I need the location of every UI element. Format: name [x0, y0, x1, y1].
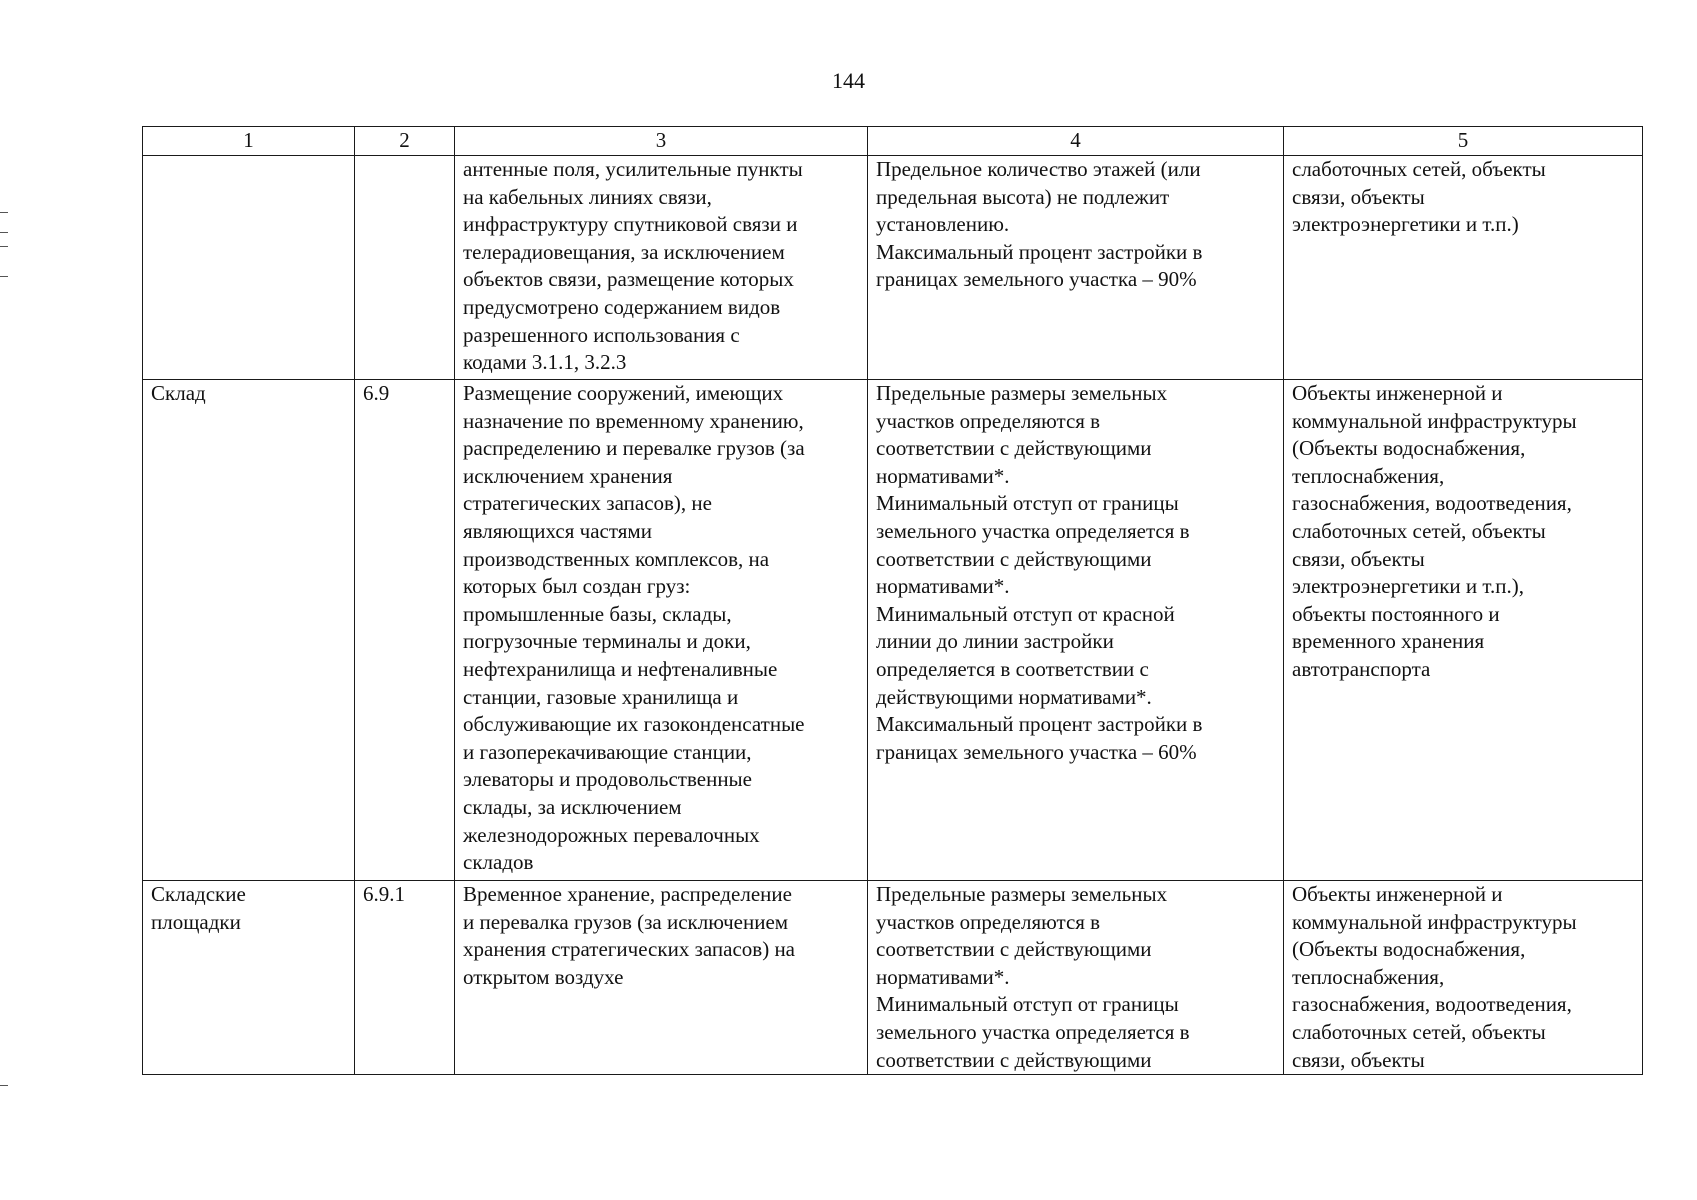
column-header-4: 4 [868, 127, 1284, 156]
auxiliary-objects: слаботочных сетей, объекты связи, объекты электроэнергетики и т.п.) [1292, 157, 1546, 237]
binding-margin-mark [0, 1085, 8, 1086]
building-parameters: Предельное количество этажей (или предельная высота) не подлежит установлению. Максимальный процент застройки в границах земельного участка – 90% [876, 157, 1203, 292]
column-header-5: 5 [1284, 127, 1643, 156]
use-type-name-cell [143, 881, 355, 1075]
binding-margin-mark [0, 276, 8, 277]
building-parameters: Предельные размеры земельных участков определяются в соответствии с действующими нормативами*. Минимальный отступ от границы земельного участка определяется в соответствии с действующими [876, 882, 1190, 1072]
table-row [143, 881, 1643, 1075]
building-parameters-cell [868, 380, 1284, 881]
auxiliary-objects: Объекты инженерной и коммунальной инфраструктуры (Объекты водоснабжения, теплоснабжения, газоснабжения, водоотведения, слаботочных сетей, объекты связи, объекты электроэнергетики и т.п.), объекты постоянного и временного хранения автотранспорта [1292, 381, 1577, 681]
column-header-3: 3 [455, 127, 868, 156]
building-parameters-cell [868, 156, 1284, 380]
use-type-code-cell [355, 156, 455, 380]
building-parameters: Предельные размеры земельных участков определяются в соответствии с действующими нормативами*. Минимальный отступ от границы земельного участка определяется в соответствии с действующими нормативами*. Минимальный отступ от красной линии до линии застройки определяется в соответствии с действующими нормативами*. Максимальный процент застройки в границах земельного участка – 60% [876, 381, 1203, 764]
land-use-table [142, 126, 1643, 1075]
use-type-name-cell [143, 156, 355, 380]
use-type-code: 6.9 [363, 381, 390, 405]
use-type-name: Складские площадки [151, 882, 246, 934]
use-type-description-cell [455, 881, 868, 1075]
use-type-name-cell [143, 380, 355, 881]
use-type-code-cell [355, 380, 455, 881]
use-type-description-cell [455, 156, 868, 380]
use-type-description: антенные поля, усилительные пункты на кабельных линиях связи, инфраструктуру спутниковой связи и телерадиовещания, за исключением объектов связи, размещение которых предусмотрено содержанием видов разрешенного использования с кодами 3.1.1, 3.2.3 [463, 157, 803, 375]
use-type-description-cell [455, 380, 868, 881]
table-row [143, 156, 1643, 380]
binding-margin-mark [0, 212, 8, 213]
auxiliary-objects: Объекты инженерной и коммунальной инфраструктуры (Объекты водоснабжения, теплоснабжения, газоснабжения, водоотведения, слаботочных сетей, объекты связи, объекты [1292, 882, 1577, 1072]
use-type-code: 6.9.1 [363, 882, 405, 906]
use-type-description: Временное хранение, распределение и перевалка грузов (за исключением хранения стратегических запасов) на открытом воздухе [463, 882, 796, 989]
auxiliary-objects-cell [1284, 156, 1643, 380]
use-type-name: Склад [151, 381, 206, 405]
use-type-code-cell [355, 881, 455, 1075]
table-header-row [143, 127, 1643, 156]
binding-margin-mark [0, 246, 8, 247]
table-row [143, 380, 1643, 881]
auxiliary-objects-cell [1284, 881, 1643, 1075]
page-number: 144 [832, 68, 865, 93]
column-header-2: 2 [355, 127, 455, 156]
binding-margin-mark [0, 232, 8, 233]
building-parameters-cell [868, 881, 1284, 1075]
column-header-1: 1 [143, 127, 355, 156]
use-type-description: Размещение сооружений, имеющих назначение по временному хранению, распределению и перевалке грузов (за исключением хранения стратегических запасов), не являющихся частями производственных комплексов, на которых был создан груз: промышленные базы, склады, погрузочные терминалы и доки, нефтехранилища и нефтеналивные станции, газовые хранилища и обслуживающие их газоконденсатные и газоперекачивающие станции, элеваторы и продовольственные склады, за исключением железнодорожных перевалочных складов [463, 381, 805, 875]
auxiliary-objects-cell [1284, 380, 1643, 881]
